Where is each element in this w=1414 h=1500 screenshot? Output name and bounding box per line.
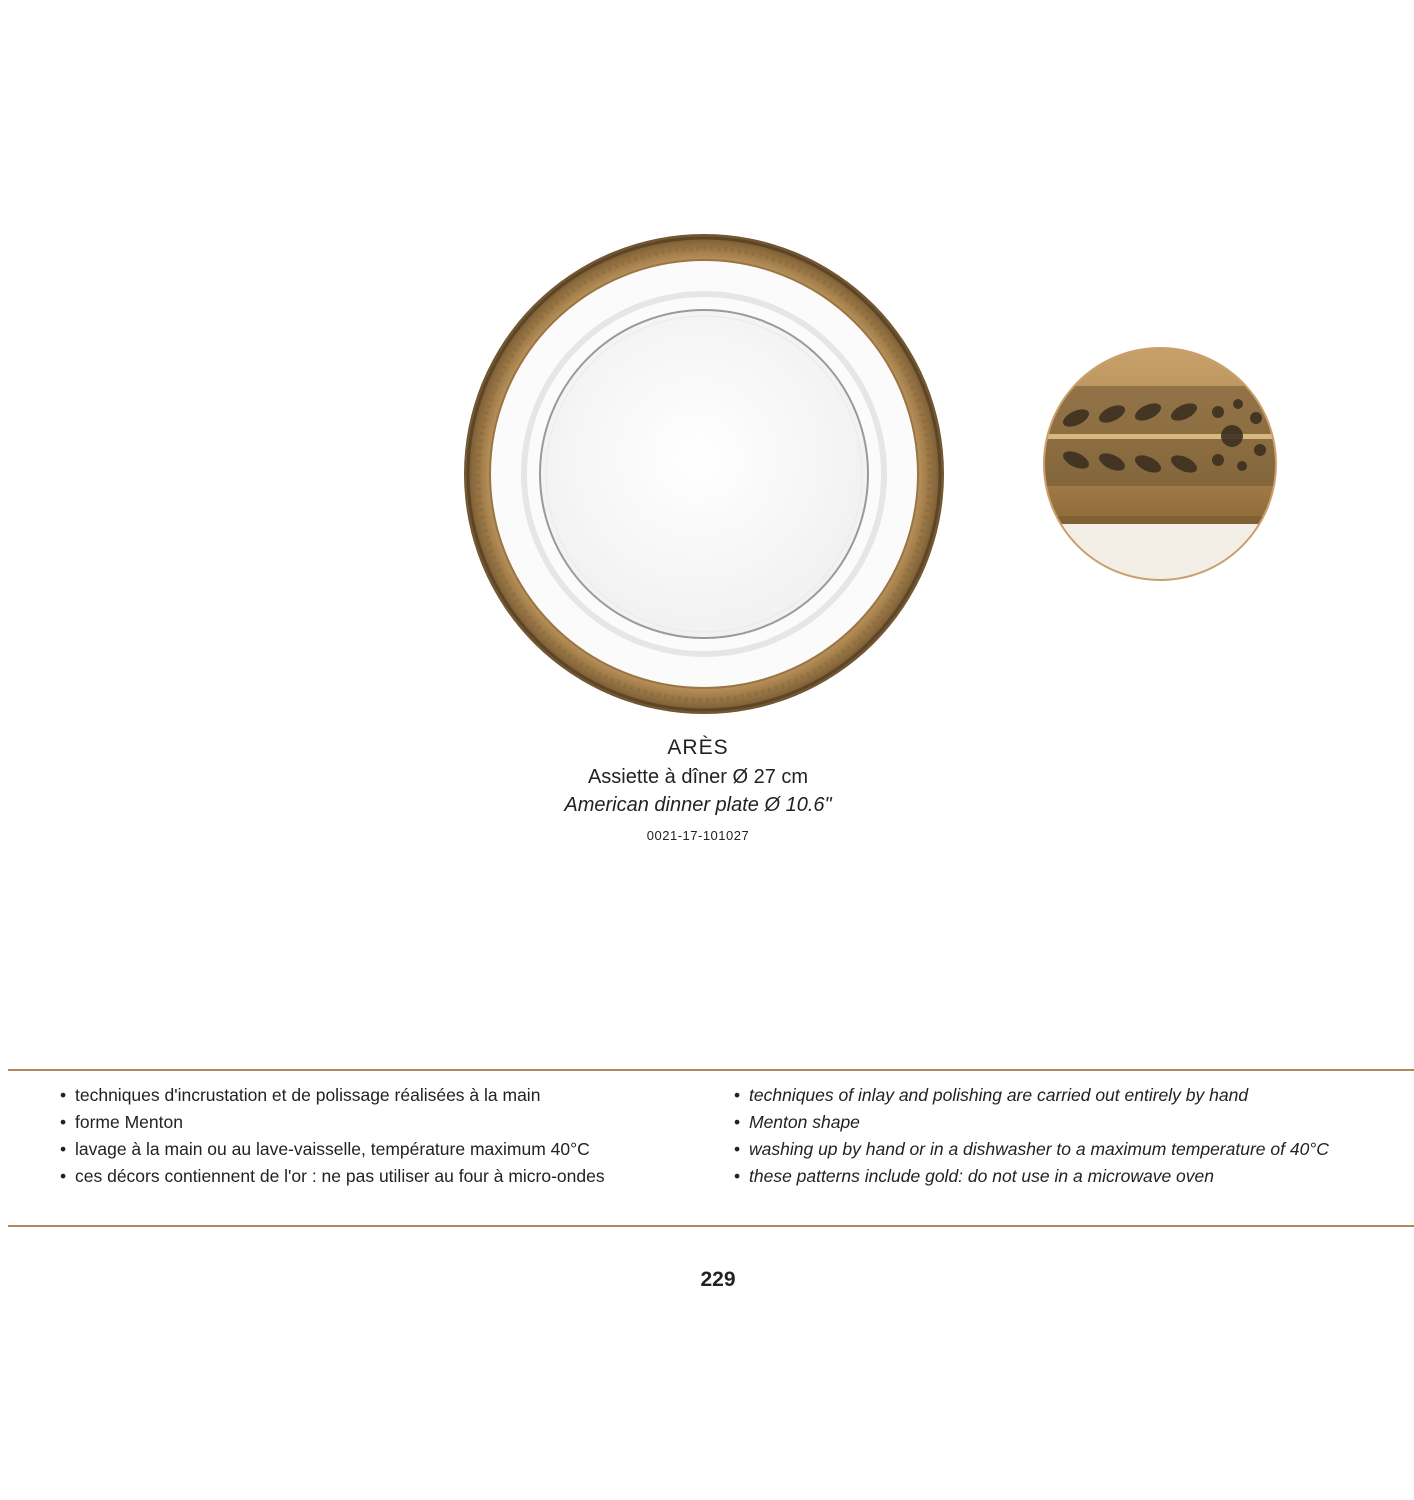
note-fr-item: • techniques d'incrustation et de polissage réalisées à la main xyxy=(58,1084,728,1106)
plate-image xyxy=(462,232,946,716)
product-name-en: American dinner plate Ø 10.6" xyxy=(564,794,832,816)
product-name-fr: Assiette à dîner Ø 27 cm xyxy=(587,766,809,788)
note-en-item: • techniques of inlay and polishing are carried out entirely by hand xyxy=(732,1084,1402,1106)
pattern-detail-image xyxy=(1042,346,1278,582)
bottom-divider xyxy=(8,1225,1414,1227)
note-fr-item: • ces décors contiennent de l'or : ne pas utiliser au four à micro-ondes xyxy=(58,1165,728,1187)
note-fr-item: • lavage à la main ou au lave-vaisselle, température maximum 40°C xyxy=(58,1138,728,1160)
page-number: 229 xyxy=(700,1268,736,1291)
note-en-item: • Menton shape xyxy=(732,1111,1402,1133)
note-en-item: • washing up by hand or in a dishwasher to a maximum temperature of 40°C xyxy=(732,1138,1402,1160)
notes-french xyxy=(58,1084,728,1192)
notes-english xyxy=(732,1084,1402,1192)
product-caption xyxy=(398,733,998,847)
note-fr-item: • forme Menton xyxy=(58,1111,728,1133)
product-title: ARÈS xyxy=(667,736,729,759)
top-divider xyxy=(8,1069,1414,1071)
product-reference: 0021-17-101027 xyxy=(646,828,750,843)
note-en-item: • these patterns include gold: do not use in a microwave oven xyxy=(732,1165,1402,1187)
